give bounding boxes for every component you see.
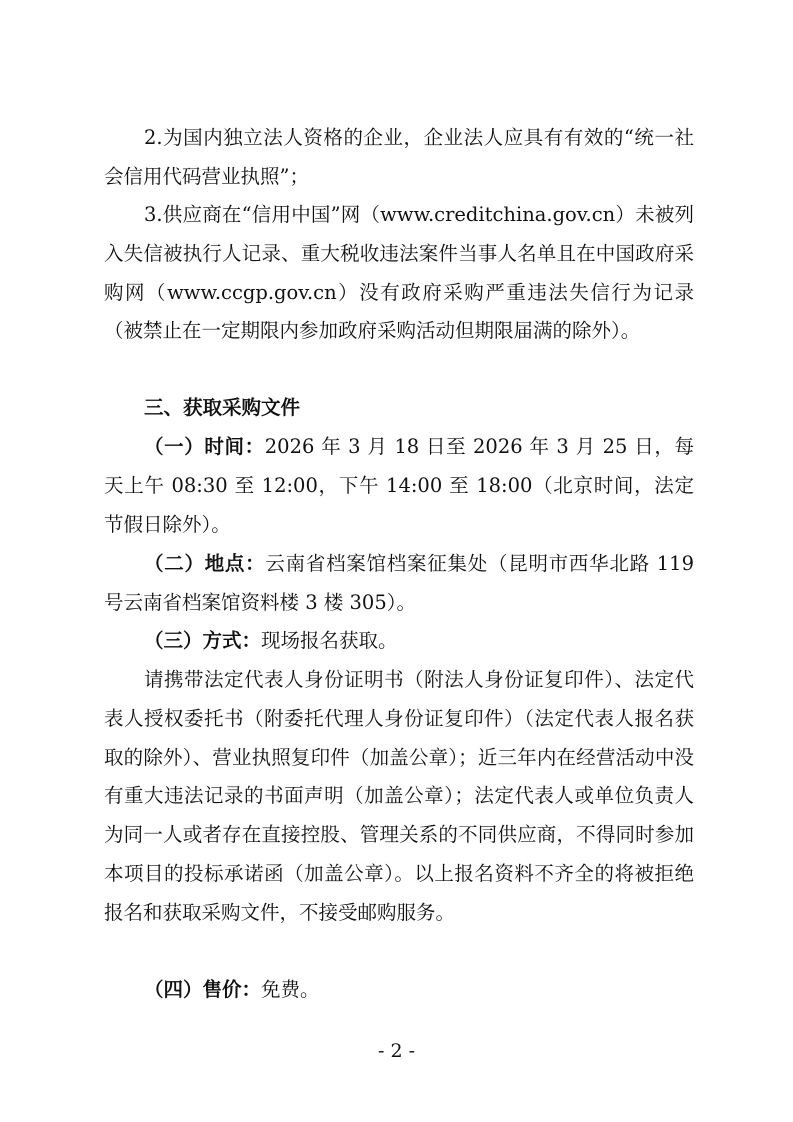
method-label: （三）方式： xyxy=(144,629,262,652)
page-number: - 2 - xyxy=(377,1040,415,1062)
item-2-paragraph: 2.为国内独立法人资格的企业，企业法人应具有有效的“统一社会信用代码营业执照”； xyxy=(104,126,694,188)
place-paragraph xyxy=(104,545,694,623)
time-label: （一）时间： xyxy=(144,435,265,458)
price-text: 免费。 xyxy=(261,978,320,1001)
place-label: （二）地点： xyxy=(144,552,266,575)
method-text: 现场报名获取。 xyxy=(261,629,398,652)
item-3-paragraph: 3.供应商在“信用中国”网（www.creditchina.gov.cn）未被列入失信被执行人记录、重大税收违法案件当事人名单且在中国政府采购网（www.ccgp.gov.cn）没有政府采购严重违法失信行为记录（被禁止在一定期限内参加政府采购活动但期限届满的除外）。 xyxy=(104,203,694,343)
time-text: 2026 年 3 月 18 日至 2026 年 3 月 25 日，每天上午 08:30 至 12:00，下午 14:00 至 18:00（北京时间，法定节假日除外）。 xyxy=(104,435,694,536)
time-paragraph xyxy=(104,428,694,544)
place-text: 云南省档案馆档案征集处（昆明市西华北路 119 号云南省档案馆资料楼 3 楼 305）。 xyxy=(104,552,694,614)
method-paragraph xyxy=(104,622,694,661)
price-paragraph xyxy=(104,971,694,1010)
price-label: （四）售价： xyxy=(144,978,262,1001)
requirements-paragraph: 请携带法定代表人身份证明书（附法人身份证复印件）、法定代表人授权委托书（附委托代理人身份证复印件）（法定代表人报名获取的除外）、营业执照复印件（加盖公章）；近三年内在经营活动中没有重大违法记录的书面声明（加盖公章）；法定代表人或单位负责人为同一人或者存在直接控股、管理关系的不同供应商，不得同时参加本项目的投标承诺函（加盖公章）。以上报名资料不齐全的将被拒绝报名和获取采购文件，不接受邮购服务。 xyxy=(104,668,694,924)
section-heading: 三、获取采购文件 xyxy=(144,396,301,419)
